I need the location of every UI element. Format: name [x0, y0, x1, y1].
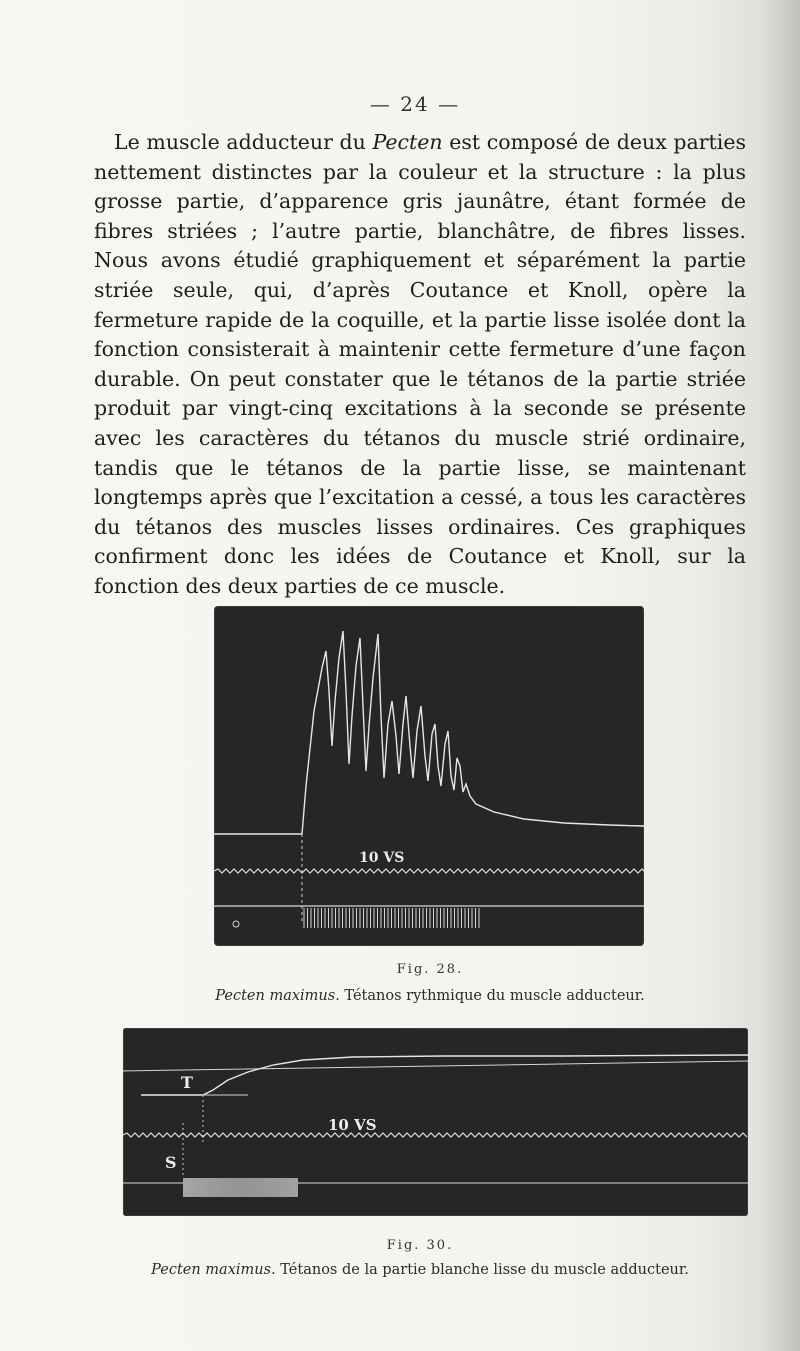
figure-30-caption — [0, 1262, 800, 1278]
paragraph-part-1: Le muscle adducteur du — [114, 130, 373, 154]
figure-30-number: Fig. 30. — [386, 1238, 454, 1253]
fig30-tetanus-trace — [141, 1055, 748, 1095]
body-paragraph — [94, 128, 746, 602]
fig30-species: Pecten maximus. — [151, 1262, 276, 1278]
fig28-caption-text: Tétanos rythmique du muscle adducteur. — [344, 988, 645, 1004]
fig28-origin-dot — [233, 921, 239, 927]
fig30-stimulation-texture — [183, 1178, 298, 1197]
figure-28-graph — [214, 606, 644, 946]
fig30-label-s: S — [165, 1153, 177, 1172]
figure-30-graph — [123, 1028, 748, 1216]
figure-28-kymograph — [214, 606, 644, 946]
fig30-time-label: 10 VS — [328, 1116, 377, 1134]
fig30-caption-text: Tétanos de la partie blanche lisse du muscle adducteur. — [280, 1262, 689, 1278]
paragraph-part-2: est composé de deux parties nettement distinctes par la couleur et la structure : la plus grosse partie, d’apparence gris jaunâtre, étant formée de fibres striées ; l’autre partie, blanchâtre, de fibres lisses. Nous avons étudié graphiquement et séparément la partie striée seule, qui, d’après Coutance et Knoll, opère la fermeture rapide de la coquille, et la partie lisse isolée dont la fonction consisterait à maintenir cette fermeture d’une façon durable. On peut constater que le tétanos de la partie striée produit par vingt-cinq excitations à la seconde se présente avec les caractères du tétanos du muscle strié ordinaire, tandis que le tétanos de la partie lisse, se maintenant longtemps après que l’excitation a cessé, a tous les caractères du tétanos des muscles lisses ordinaires. Ces graphiques confirment donc les idées de Coutance et Knoll, sur la fonction des deux parties de ce muscle. — [94, 130, 747, 598]
fig30-label-t: T — [181, 1073, 193, 1092]
fig30-time-trace — [123, 1133, 747, 1137]
fig28-time-trace — [214, 869, 644, 873]
pecten-italic: Pecten — [372, 130, 443, 154]
fig28-excitation-marks — [304, 908, 479, 928]
page-number: — 24 — — [369, 92, 461, 116]
figure-28-caption — [0, 988, 800, 1004]
fig28-time-label: 10 VS — [359, 850, 405, 866]
fig30-top-line — [123, 1061, 748, 1071]
figure-30-kymograph — [123, 1028, 748, 1216]
fig28-species: Pecten maximus. — [215, 988, 340, 1004]
page-edge-shadow — [760, 0, 800, 1351]
fig28-tetanus-trace — [302, 631, 644, 834]
figure-28-number: Fig. 28. — [396, 962, 464, 977]
